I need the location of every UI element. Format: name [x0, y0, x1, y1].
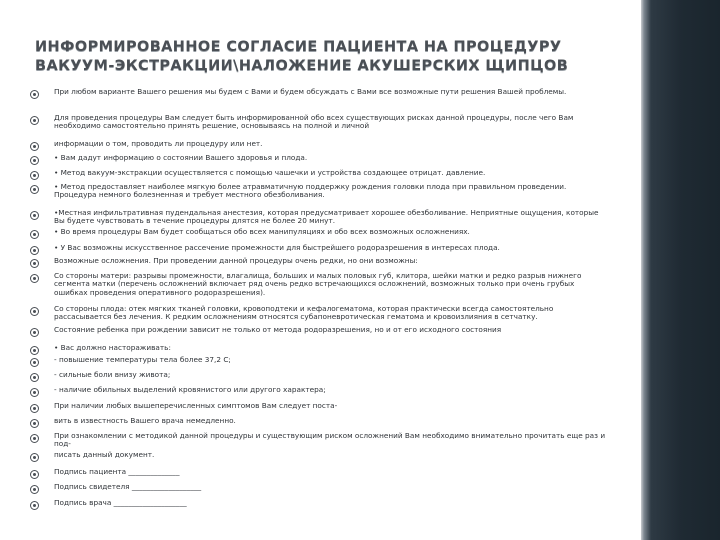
list-item-text: Состояние ребенка при рождении зависит не только от метода родоразрешения, но и от его исходного состояния — [54, 325, 502, 334]
bullet-icon — [30, 171, 39, 180]
list-item-text: Со стороны матери: разрывы промежности, влагалища, больших и малых половых губ, клитора, шейки матки и редко разрыв нижнего сегмента матки (перечень осложнений включает ряд очень редко встречающихся осложнений, возможных только при очень грубых ошибках проведения оперативного родоразрешения). — [54, 271, 582, 297]
list-item-text: •Местная инфильтративная пудендальная анестезия, которая предусматривает хорошее обезболивание. Неприятные ощущения, которые Вы будете чувствовать в течение процедуры длятся не более 20 минут. — [54, 208, 599, 226]
list-item-text: Со стороны плода: отек мягких тканей головки, кровоподтеки и кефалогематома, которая практически всегда самостоятельно рассасывается без лечения. К редким осложнениям относятся субапоневротическая гематома и кровоизлияния в сетчатку. — [54, 304, 554, 322]
slide-title: ИНФОРМИРОВАННОЕ СОГЛАСИЕ ПАЦИЕНТА НА ПРОЦЕДУРУ ВАКУУМ-ЭКСТРАКЦИИ\НАЛОЖЕНИЕ АКУШЕРСКИХ ЩИПЦОВ — [35, 39, 569, 74]
bullet-icon — [30, 501, 39, 510]
list-item-text: писать данный документ. — [54, 450, 155, 459]
list-item-text: • Вас должно настораживать: — [54, 343, 171, 352]
bullet-icon — [30, 358, 39, 367]
list-item-text: - сильные боли внизу живота; — [54, 370, 171, 379]
bullet-icon — [30, 211, 39, 220]
list-item-text: • Вам дадут информацию о состоянии Вашего здоровья и плода. — [54, 153, 308, 162]
bullet-icon — [30, 156, 39, 165]
list-item-text: - повышение температуры тела более 37,2 С; — [54, 355, 231, 364]
bullet-icon — [30, 388, 39, 397]
bullet-icon — [30, 470, 39, 479]
list-item-text: • У Вас возможны искусственное рассечение промежности для быстрейшего родоразрешения в интересах плода. — [54, 243, 500, 252]
list-item-text: При наличии любых вышеперечисленных симптомов Вам следует поста- — [54, 401, 338, 410]
list-item-text: • Метод вакуум-экстракции осуществляется с помощью чашечки и устройства создающее отрицат. давление. — [54, 168, 486, 177]
list-item-text: Подпись пациента ______________ — [54, 467, 180, 476]
bullet-icon — [30, 116, 39, 125]
list-item-text: Возможные осложнения. При проведении данной процедуры очень редки, но они возможны: — [54, 256, 418, 265]
bullet-icon — [30, 328, 39, 337]
list-item-text: При ознакомлении с методикой данной процедуры и существующим риском осложнений Вам необходимо внимательно прочитать еще раз и под- — [54, 431, 606, 449]
list-item-text: - наличие обильных выделений кровянистого или другого характера; — [54, 385, 326, 394]
bullet-icon — [30, 246, 39, 255]
list-item-text: • Во время процедуры Вам будет сообщаться обо всех манипуляциях и обо всех возможных осложнениях. — [54, 227, 470, 236]
bullet-icon — [30, 259, 39, 268]
list-item-text: вить в известность Вашего врача немедленно. — [54, 416, 236, 425]
bullet-icon — [30, 485, 39, 494]
bullet-icon — [30, 404, 39, 413]
bullet-icon — [30, 419, 39, 428]
list-item-text: При любом варианте Вашего решения мы будем с Вами и будем обсуждать с Вами все возможные пути решения Вашей проблемы. — [54, 87, 567, 96]
list-item-text: информации о том, проводить ли процедуру или нет. — [54, 139, 263, 148]
bullet-icon — [30, 90, 39, 99]
bullet-icon — [30, 274, 39, 283]
bullet-icon — [30, 142, 39, 151]
list-item-text: Подпись врача ____________________ — [54, 498, 187, 507]
list-item-text: Для проведения процедуры Вам следует быть информированной обо всех существующих рисках данной процедуры, после чего Вам необходимо самостоятельно принять решение, основываясь на полной и личной — [54, 113, 574, 131]
bullet-icon — [30, 453, 39, 462]
list-item-text: Подпись свидетеля ___________________ — [54, 482, 202, 491]
bullet-icon — [30, 346, 39, 355]
bullet-icon — [30, 230, 39, 239]
bullet-icon — [30, 185, 39, 194]
decorative-side-panel — [641, 0, 720, 540]
list-item-text: • Метод предоставляет наиболее мягкую более атравматичную поддержку рождения головки плода при правильном проведении. Процедура немного болезненная и требует местного обезболивания. — [54, 182, 567, 200]
bullet-icon — [30, 434, 39, 443]
bullet-icon — [30, 307, 39, 316]
bullet-icon — [30, 373, 39, 382]
